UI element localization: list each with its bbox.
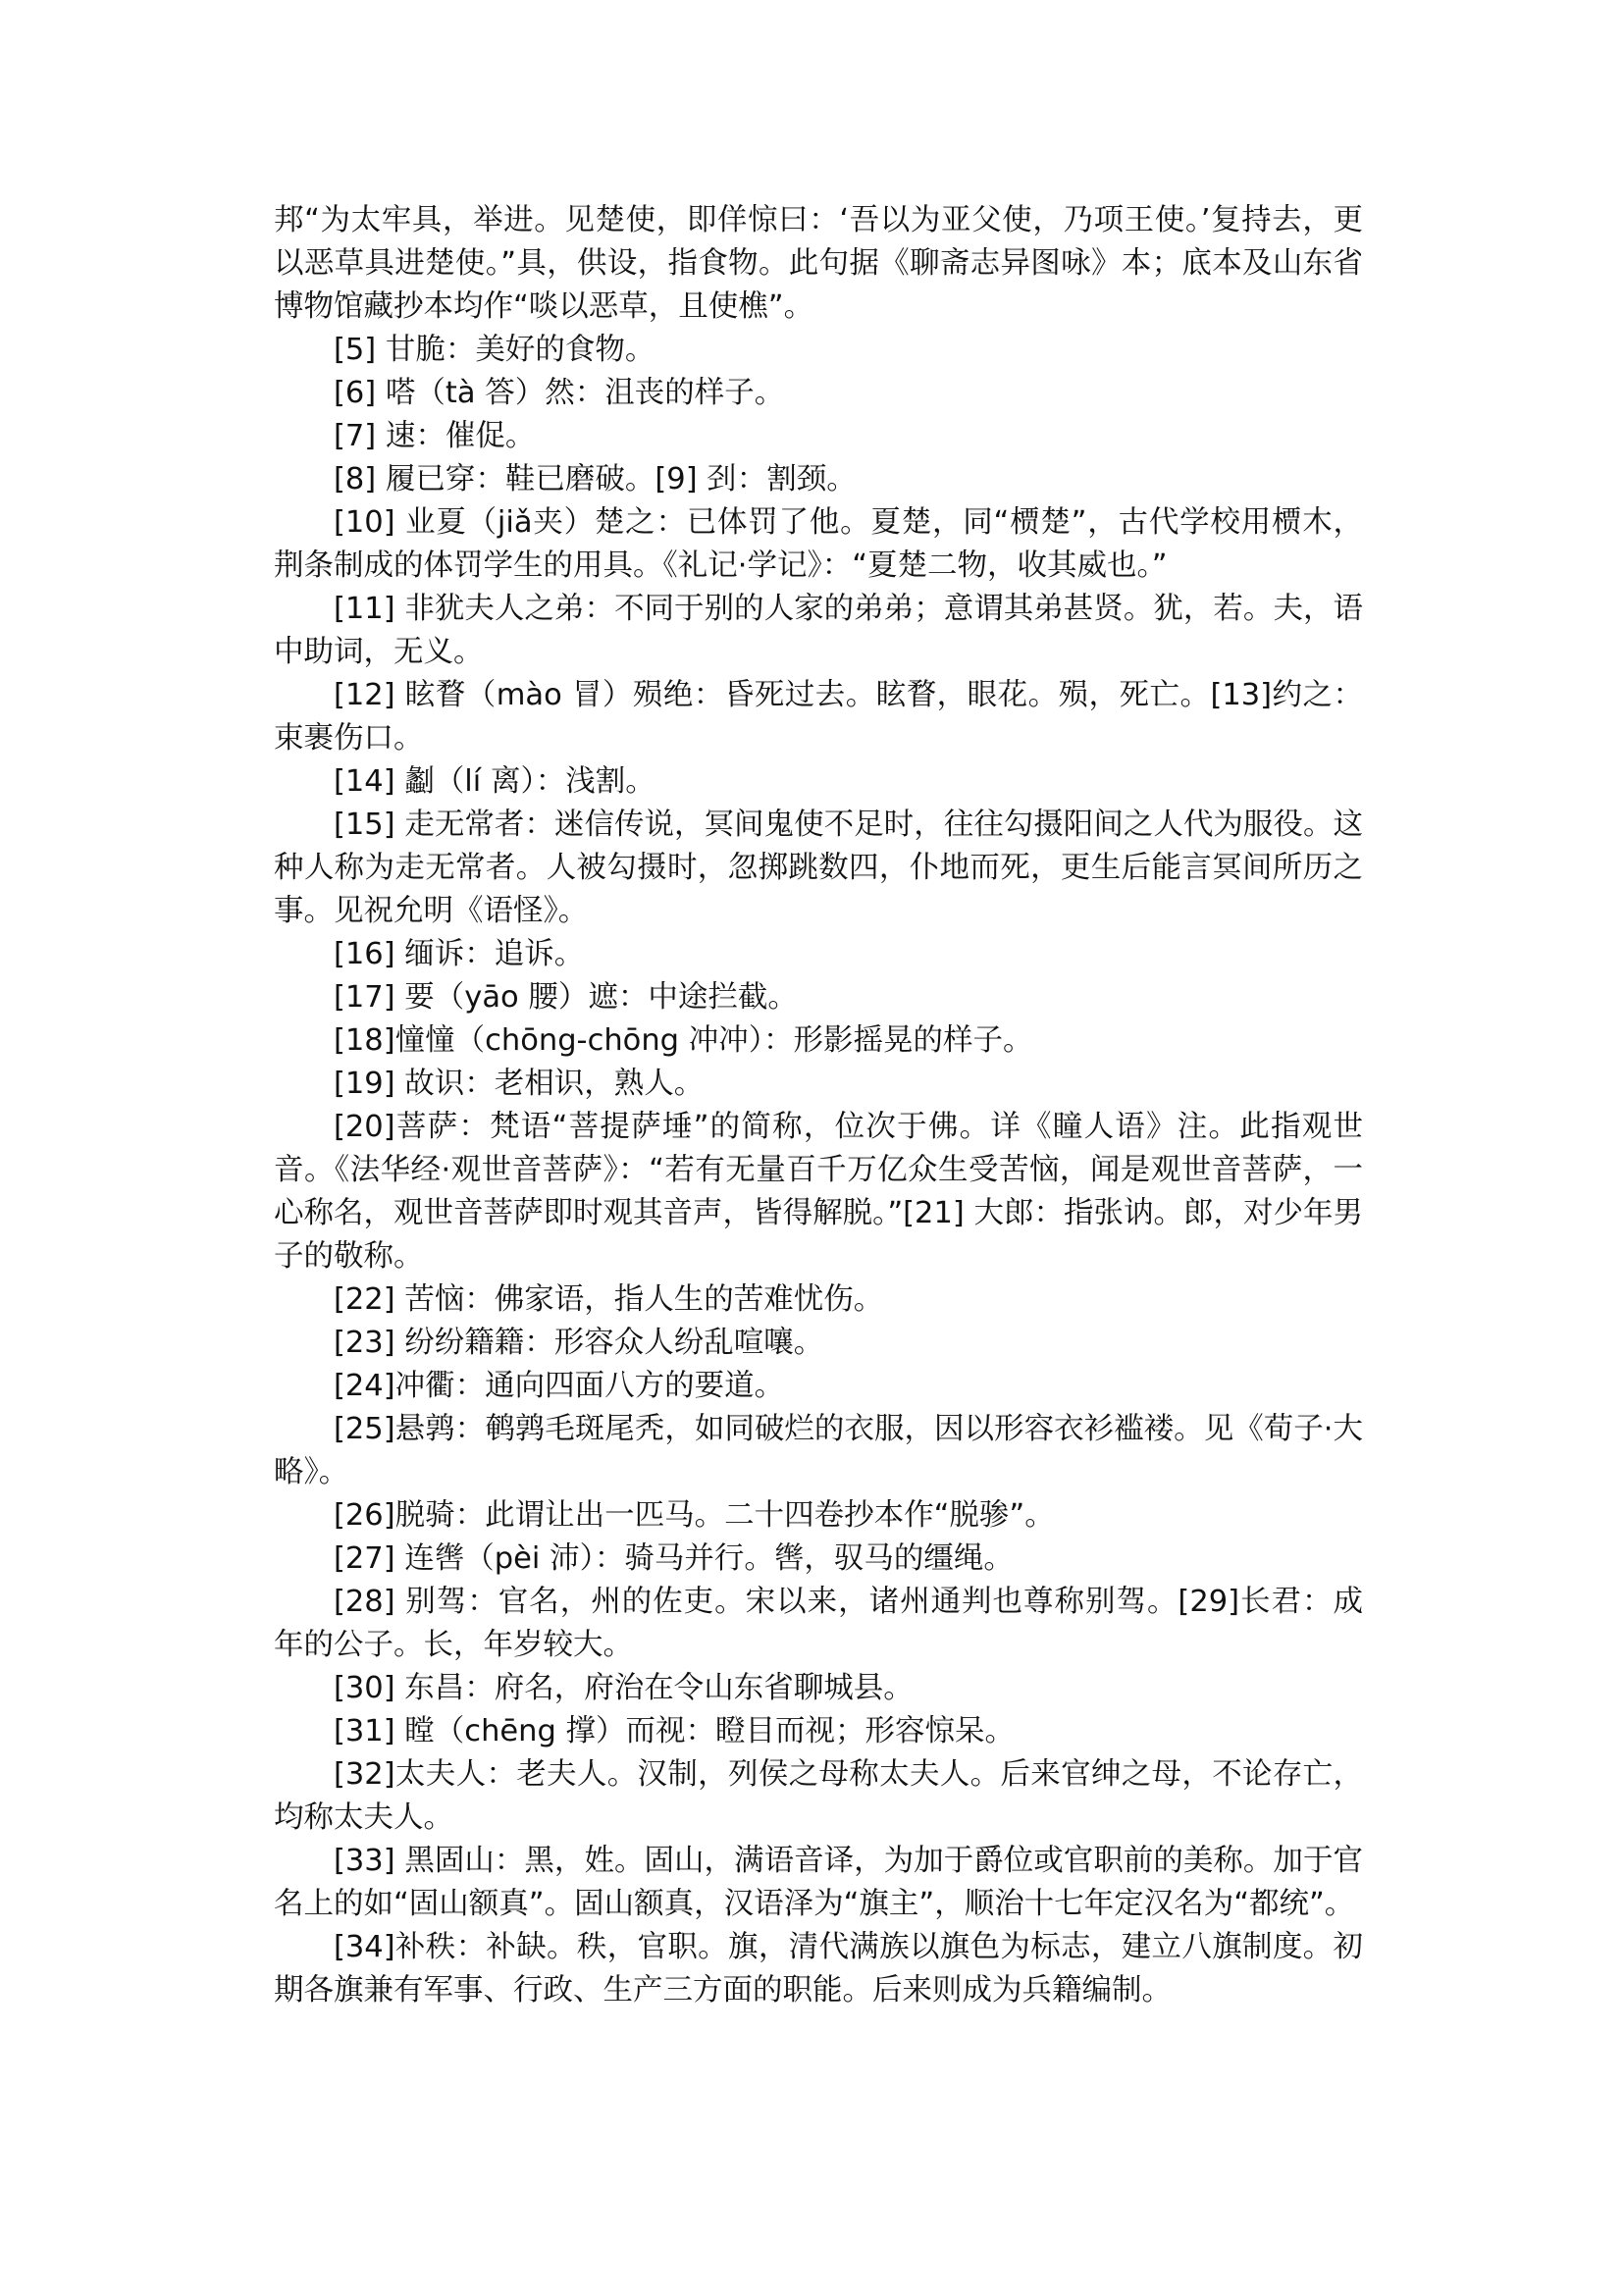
note-23: [23] 纷纷籍籍：形容众人纷乱喧嚷。: [334, 1326, 824, 1360]
note-6: [6] 嗒（tà 答）然：沮丧的样子。: [334, 376, 785, 410]
note-5: [5] 甘脆：美好的食物。: [334, 333, 655, 367]
note-8-9: [8] 履已穿：鞋已磨破。[9] 刭：割颈。: [334, 462, 857, 496]
note-27: [27] 连辔（pèi 沛）：骑马并行。辔，驭马的缰绳。: [334, 1541, 1014, 1576]
note-7: [7] 速：催促。: [334, 419, 536, 453]
note-20-21: [20]菩萨：梵语“菩提萨埵”的简称，位次于佛。详《瞳人语》注。此指观世音。《法华经·观世音菩萨》：“若有无量百千万亿众生受苦恼，闻是观世音菩萨，一心称名，观世音菩萨即时观其音声，皆得解脱。”[21] 大郎：指张讷。郎，对少年男子的敬称。: [274, 1110, 1363, 1274]
note-16: [16] 缅诉：追诉。: [334, 937, 585, 971]
note-15: [15] 走无常者：迷信传说，冥间鬼使不足时，往往勾摄阳间之人代为服役。这种人称为走无常者。人被勾摄时，忽掷跳数四，仆地而死，更生后能言冥间所历之事。见祝允明《语怪》。: [274, 808, 1363, 928]
note-26: [26]脱骑：此谓让出一匹马。二十四卷抄本作“脱骖”。: [334, 1498, 1055, 1533]
note-31: [31] 瞠（chēng 撑）而视：瞪目而视；形容惊呆。: [334, 1714, 1016, 1748]
note-12-13: [12] 眩瞀（mào 冒）殒绝：昏死过去。眩瞀，眼花。殒，死亡。[13]约之：束裹伤口。: [274, 678, 1363, 756]
continued-note-paragraph: 邦“为太牢具，举进。见楚使，即佯惊曰：‘吾以为亚父使，乃项王使。’复持去，更以恶草具进楚使。”具，供设，指食物。此句据《聊斋志异图咏》本；底本及山东省博物馆藏抄本均作“啖以恶草，且使樵”。: [274, 203, 1363, 324]
note-17: [17] 要（yāo 腰）遮：中途拦截。: [334, 980, 798, 1015]
note-18: [18]憧憧（chōng-chōng 冲冲）：形影摇晃的样子。: [334, 1023, 1033, 1058]
note-14: [14] 劙（lí 离）：浅割。: [334, 764, 655, 799]
annotation-text-body: [274, 199, 1363, 2012]
note-22: [22] 苦恼：佛家语，指人生的苦难忧伤。: [334, 1282, 884, 1317]
note-19: [19] 故识：老相识，熟人。: [334, 1067, 705, 1101]
note-28-29: [28] 别驾：官名，州的佐吏。宋以来，诸州通判也尊称别驾。[29]长君：成年的公子。长，年岁较大。: [274, 1585, 1363, 1662]
note-30: [30] 东昌：府名，府治在令山东省聊城县。: [334, 1671, 914, 1705]
note-10: [10] 业夏（jiǎ夹）楚之：已体罚了他。夏楚，同“槚楚”，古代学校用槚木，荆条制成的体罚学生的用具。《礼记·学记》：“夏楚二物，收其威也。”: [274, 505, 1363, 583]
note-25: [25]悬鹑：鹌鹑毛斑尾秃，如同破烂的衣服，因以形容衣衫褴褛。见《荀子·大略》。: [274, 1412, 1363, 1489]
note-34: [34]补秩：补缺。秩，官职。旗，清代满族以旗色为标志，建立八旗制度。初期各旗兼有军事、行政、生产三方面的职能。后来则成为兵籍编制。: [274, 1930, 1363, 2007]
note-32: [32]太夫人：老夫人。汉制，列侯之母称太夫人。后来官绅之母，不论存亡，均称太夫人。: [274, 1757, 1363, 1835]
note-11: [11] 非犹夫人之弟：不同于别的人家的弟弟；意谓其弟甚贤。犹，若。夫，语中助词，无义。: [274, 592, 1363, 669]
note-33: [33] 黑固山：黑，姓。固山，满语音译，为加于爵位或官职前的美称。加于官名上的如“固山额真”。固山额真，汉语泽为“旗主”，顺治十七年定汉名为“都统”。: [274, 1844, 1363, 1921]
note-24: [24]冲衢：通向四面八方的要道。: [334, 1369, 785, 1403]
